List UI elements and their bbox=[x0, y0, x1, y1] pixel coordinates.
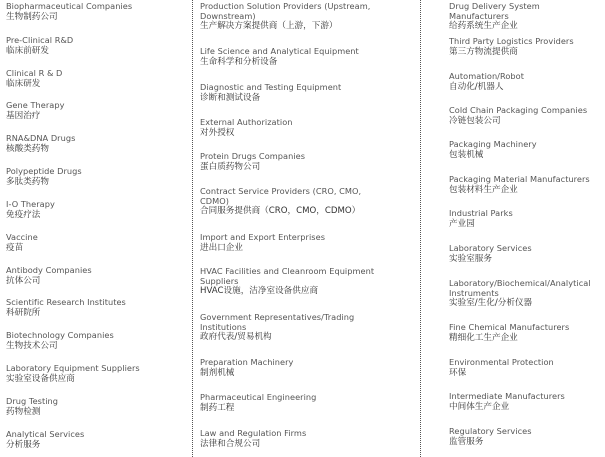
category-scientific-research-institutes[interactable] bbox=[6, 298, 186, 319]
category-label-en: Import and Export Enterprises bbox=[200, 232, 326, 242]
category-label-cn: 制剂机械 bbox=[200, 367, 235, 378]
category-label-en: Biotechnology Companies bbox=[6, 330, 114, 340]
category-label-cn: 抗体公司 bbox=[6, 275, 41, 286]
category-label-en: Laboratory Services bbox=[449, 243, 532, 253]
category-label-en: Polypeptide Drugs bbox=[6, 166, 82, 176]
category-intermediate-manufacturers[interactable] bbox=[449, 392, 601, 413]
category-label-en: Industrial Parks bbox=[449, 208, 513, 218]
category-label-cn: 监管服务 bbox=[449, 436, 484, 447]
category-label-en: Fine Chemical Manufacturers bbox=[449, 322, 570, 332]
category-label-cn: 自动化/机器人 bbox=[449, 81, 504, 92]
category-label-cn: 进出口企业 bbox=[200, 242, 243, 253]
category-packaging-material-manufacturers[interactable] bbox=[449, 175, 601, 196]
category-label-en: Drug Delivery System Manufacturers bbox=[449, 1, 540, 21]
category-label-cn: 疫苗 bbox=[6, 242, 24, 253]
category-biotechnology-companies[interactable] bbox=[6, 331, 186, 352]
category-label-en: Gene Therapy bbox=[6, 100, 65, 110]
category-label-cn: 包装机械 bbox=[449, 149, 484, 160]
category-antibody-companies[interactable] bbox=[6, 266, 186, 287]
category-label-en: Government Representatives/Trading Institutions bbox=[200, 312, 355, 332]
category-label-en: Protein Drugs Companies bbox=[200, 151, 306, 161]
category-label-cn: 基因治疗 bbox=[6, 110, 41, 121]
category-external-authorization[interactable] bbox=[200, 118, 390, 139]
category-law-regulation-firms[interactable] bbox=[200, 429, 390, 450]
category-regulatory-services[interactable] bbox=[449, 427, 601, 448]
category-label-en: Pre-Clinical R&D bbox=[6, 35, 74, 45]
category-label-en: Preparation Machinery bbox=[200, 357, 294, 367]
column-divider bbox=[192, 0, 193, 457]
category-label-en: Diagnostic and Testing Equipment bbox=[200, 82, 342, 92]
category-column-3 bbox=[449, 0, 601, 457]
category-label-cn: 第三方物流提供商 bbox=[449, 46, 518, 57]
category-label-en: External Authorization bbox=[200, 117, 293, 127]
category-io-therapy[interactable] bbox=[6, 200, 186, 221]
category-polypeptide-drugs[interactable] bbox=[6, 167, 186, 188]
category-label-cn: 精细化工生产企业 bbox=[449, 332, 518, 343]
category-label-cn: 分析服务 bbox=[6, 439, 41, 450]
category-contract-service-providers[interactable] bbox=[200, 187, 390, 217]
category-label-en: Laboratory Equipment Suppliers bbox=[6, 363, 140, 373]
category-environmental-protection[interactable] bbox=[449, 358, 601, 379]
category-label-cn: 合同服务提供商（CRO，CMO，CDMO） bbox=[200, 206, 361, 217]
category-drug-testing[interactable] bbox=[6, 397, 186, 418]
category-industrial-parks[interactable] bbox=[449, 209, 601, 230]
category-clinical-rd[interactable] bbox=[6, 69, 186, 90]
category-label-cn: 药物检测 bbox=[6, 406, 41, 417]
category-label-en: Automation/Robot bbox=[449, 71, 524, 81]
category-biopharmaceutical-companies[interactable] bbox=[6, 2, 186, 23]
category-label-en: Analytical Services bbox=[6, 429, 85, 439]
category-import-export-enterprises[interactable] bbox=[200, 233, 390, 254]
category-label-en: Scientific Research Institutes bbox=[6, 297, 126, 307]
category-third-party-logistics[interactable] bbox=[449, 37, 601, 58]
category-label-en: Antibody Companies bbox=[6, 265, 92, 275]
category-gene-therapy[interactable] bbox=[6, 101, 186, 122]
category-label-cn: 实验室设备供应商 bbox=[6, 373, 75, 384]
category-label-en: Packaging Machinery bbox=[449, 139, 537, 149]
category-label-cn: 给药系统生产企业 bbox=[449, 21, 518, 32]
category-pre-clinical-rd[interactable] bbox=[6, 36, 186, 57]
category-label-en: Cold Chain Packaging Companies bbox=[449, 105, 588, 115]
column-divider bbox=[420, 0, 421, 457]
category-vaccine[interactable] bbox=[6, 233, 186, 254]
category-label-cn: 生物技术公司 bbox=[6, 340, 58, 351]
category-label-cn: 中间体生产企业 bbox=[449, 401, 510, 412]
category-pharmaceutical-engineering[interactable] bbox=[200, 393, 390, 414]
category-label-en: Life Science and Analytical Equipment bbox=[200, 46, 359, 56]
category-label-cn: 冷链包装公司 bbox=[449, 115, 501, 126]
category-label-cn: 生物制药公司 bbox=[6, 11, 58, 22]
category-laboratory-biochemical-instruments[interactable] bbox=[449, 279, 601, 309]
category-label-cn: 实验室服务 bbox=[449, 253, 492, 264]
category-label-en: Drug Testing bbox=[6, 396, 59, 406]
category-government-trading-institutions[interactable] bbox=[200, 313, 390, 343]
category-drug-delivery-system-manufacturers[interactable] bbox=[449, 2, 601, 32]
category-column-2 bbox=[200, 0, 390, 457]
category-label-en: RNA&DNA Drugs bbox=[6, 133, 76, 143]
category-laboratory-equipment-suppliers[interactable] bbox=[6, 364, 186, 385]
category-label-cn: 诊断和测试设备 bbox=[200, 92, 261, 103]
category-label-cn: 对外授权 bbox=[200, 127, 235, 138]
category-rna-dna-drugs[interactable] bbox=[6, 134, 186, 155]
category-label-cn: HVAC设施，洁净室设备供应商 bbox=[200, 286, 319, 297]
category-automation-robot[interactable] bbox=[449, 72, 601, 93]
category-label-en: HVAC Facilities and Cleanroom Equipment Suppliers bbox=[200, 266, 375, 286]
category-label-en: Contract Service Providers (CRO, CMO, CDMO) bbox=[200, 186, 362, 206]
category-label-cn: 生命科学和分析设备 bbox=[200, 56, 278, 67]
category-production-solution-providers[interactable] bbox=[200, 2, 390, 32]
category-protein-drugs-companies[interactable] bbox=[200, 152, 390, 173]
category-packaging-machinery[interactable] bbox=[449, 140, 601, 161]
category-life-science-analytical-equipment[interactable] bbox=[200, 47, 390, 68]
category-label-en: Production Solution Providers (Upstream, Downstream) bbox=[200, 1, 371, 21]
category-label-cn: 免疫疗法 bbox=[6, 209, 41, 220]
category-label-cn: 多肽类药物 bbox=[6, 176, 49, 187]
category-label-en: Environmental Protection bbox=[449, 357, 554, 367]
category-label-en: Vaccine bbox=[6, 232, 38, 242]
category-label-en: Third Party Logistics Providers bbox=[449, 36, 574, 46]
category-label-cn: 政府代表/贸易机构 bbox=[200, 332, 272, 343]
category-label-en: Laboratory/Biochemical/Analytical Instruments bbox=[449, 278, 591, 298]
category-label-cn: 蛋白质药物公司 bbox=[200, 161, 261, 172]
category-label-en: Regulatory Services bbox=[449, 426, 532, 436]
category-label-cn: 环保 bbox=[449, 367, 467, 378]
category-label-cn: 产业园 bbox=[449, 218, 475, 229]
category-label-cn: 制药工程 bbox=[200, 402, 235, 413]
category-label-cn: 科研院所 bbox=[6, 307, 41, 318]
category-fine-chemical-manufacturers[interactable] bbox=[449, 323, 601, 344]
category-label-en: Biopharmaceutical Companies bbox=[6, 1, 133, 11]
category-label-en: Law and Regulation Firms bbox=[200, 428, 307, 438]
category-label-cn: 生产解决方案提供商（上游，下游） bbox=[200, 21, 338, 32]
category-label-cn: 实验室/生化/分析仪器 bbox=[449, 298, 533, 309]
category-laboratory-services[interactable] bbox=[449, 244, 601, 265]
category-cold-chain-packaging[interactable] bbox=[449, 106, 601, 127]
category-diagnostic-testing-equipment[interactable] bbox=[200, 83, 390, 104]
category-label-en: Intermediate Manufacturers bbox=[449, 391, 565, 401]
category-label-cn: 核酸类药物 bbox=[6, 143, 49, 154]
category-label-en: Pharmaceutical Engineering bbox=[200, 392, 317, 402]
category-label-cn: 法律和合规公司 bbox=[200, 438, 261, 449]
category-analytical-services[interactable] bbox=[6, 430, 186, 451]
category-label-cn: 临床研发 bbox=[6, 78, 41, 89]
category-column-1 bbox=[6, 0, 186, 457]
category-label-cn: 包装材料生产企业 bbox=[449, 184, 518, 195]
category-label-en: Clinical R & D bbox=[6, 68, 63, 78]
category-preparation-machinery[interactable] bbox=[200, 358, 390, 379]
category-label-cn: 临床前研发 bbox=[6, 45, 49, 56]
category-label-en: Packaging Material Manufacturers bbox=[449, 174, 590, 184]
category-label-en: I-O Therapy bbox=[6, 199, 55, 209]
category-hvac-cleanroom-equipment[interactable] bbox=[200, 267, 390, 297]
